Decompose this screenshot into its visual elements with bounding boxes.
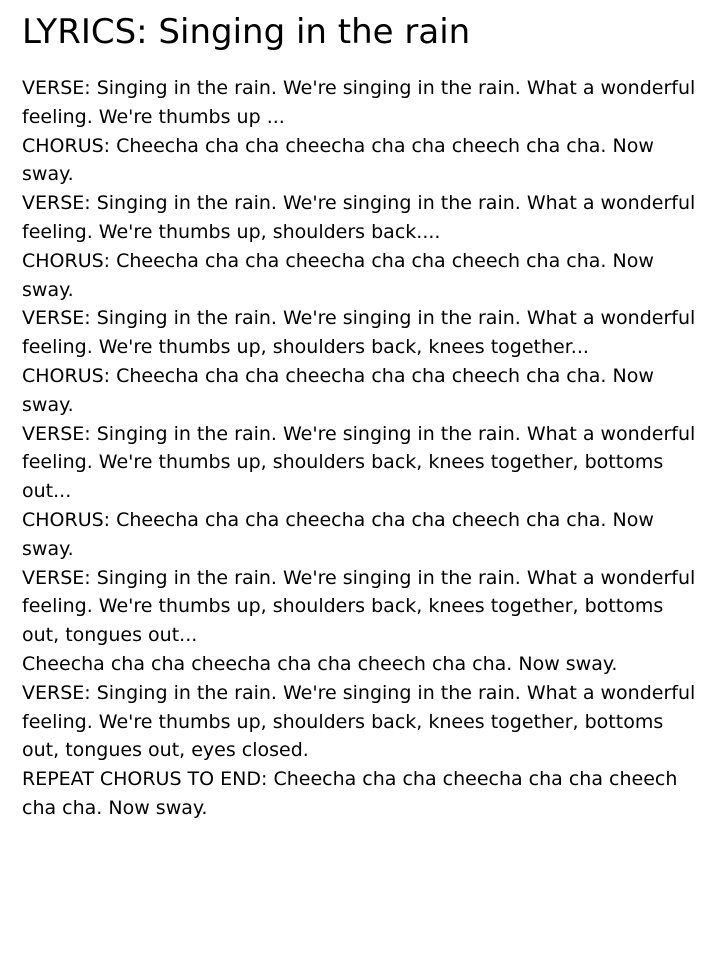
lyrics-line-verse-2: VERSE: Singing in the rain. We're singing in the rain. What a wonderful feeling. We're thumbs up, shoulders back....: [22, 192, 696, 243]
lyrics-line-chorus-1: CHORUS: Cheecha cha cha cheecha cha cha cheech cha cha. Now sway.: [22, 134, 654, 186]
lyrics-line-verse-3: VERSE: Singing in the rain. We're singing in the rain. What a wonderful feeling. We're thumbs up, shoulders back, knees together...: [22, 307, 696, 359]
lyrics-line-repeat-chorus: REPEAT CHORUS TO END: Cheecha cha cha cheecha cha cha cheech cha cha. Now sway.: [22, 768, 678, 819]
lyrics-line-verse-1: VERSE: Singing in the rain. We're singing in the rain. What a wonderful feeling. We're thumbs up ...: [22, 77, 696, 128]
lyrics-line-verse-6: VERSE: Singing in the rain. We're singing in the rain. What a wonderful feeling. We're thumbs up, shoulders back, knees together, bottoms out, tongues out, eyes closed.: [22, 681, 696, 762]
lyrics-body: [22, 74, 702, 823]
lyrics-line-verse-4: VERSE: Singing in the rain. We're singing in the rain. What a wonderful feeling. We're thumbs up, shoulders back, knees together, bottoms out...: [22, 422, 696, 503]
lyrics-line-chorus-5: Cheecha cha cha cheecha cha cha cheech cha cha. Now sway.: [22, 652, 618, 675]
lyrics-line-verse-5: VERSE: Singing in the rain. We're singing in the rain. What a wonderful feeling. We're thumbs up, shoulders back, knees together, bottoms out, tongues out...: [22, 566, 696, 647]
lyrics-line-chorus-3: CHORUS: Cheecha cha cha cheecha cha cha cheech cha cha. Now sway.: [22, 364, 654, 416]
lyrics-line-chorus-2: CHORUS: Cheecha cha cha cheecha cha cha cheech cha cha. Now sway.: [22, 249, 654, 301]
lyrics-line-chorus-4: CHORUS: Cheecha cha cha cheecha cha cha cheech cha cha. Now sway.: [22, 508, 654, 560]
page-title: LYRICS: Singing in the rain: [22, 12, 471, 52]
lyrics-document: [22, 8, 702, 823]
